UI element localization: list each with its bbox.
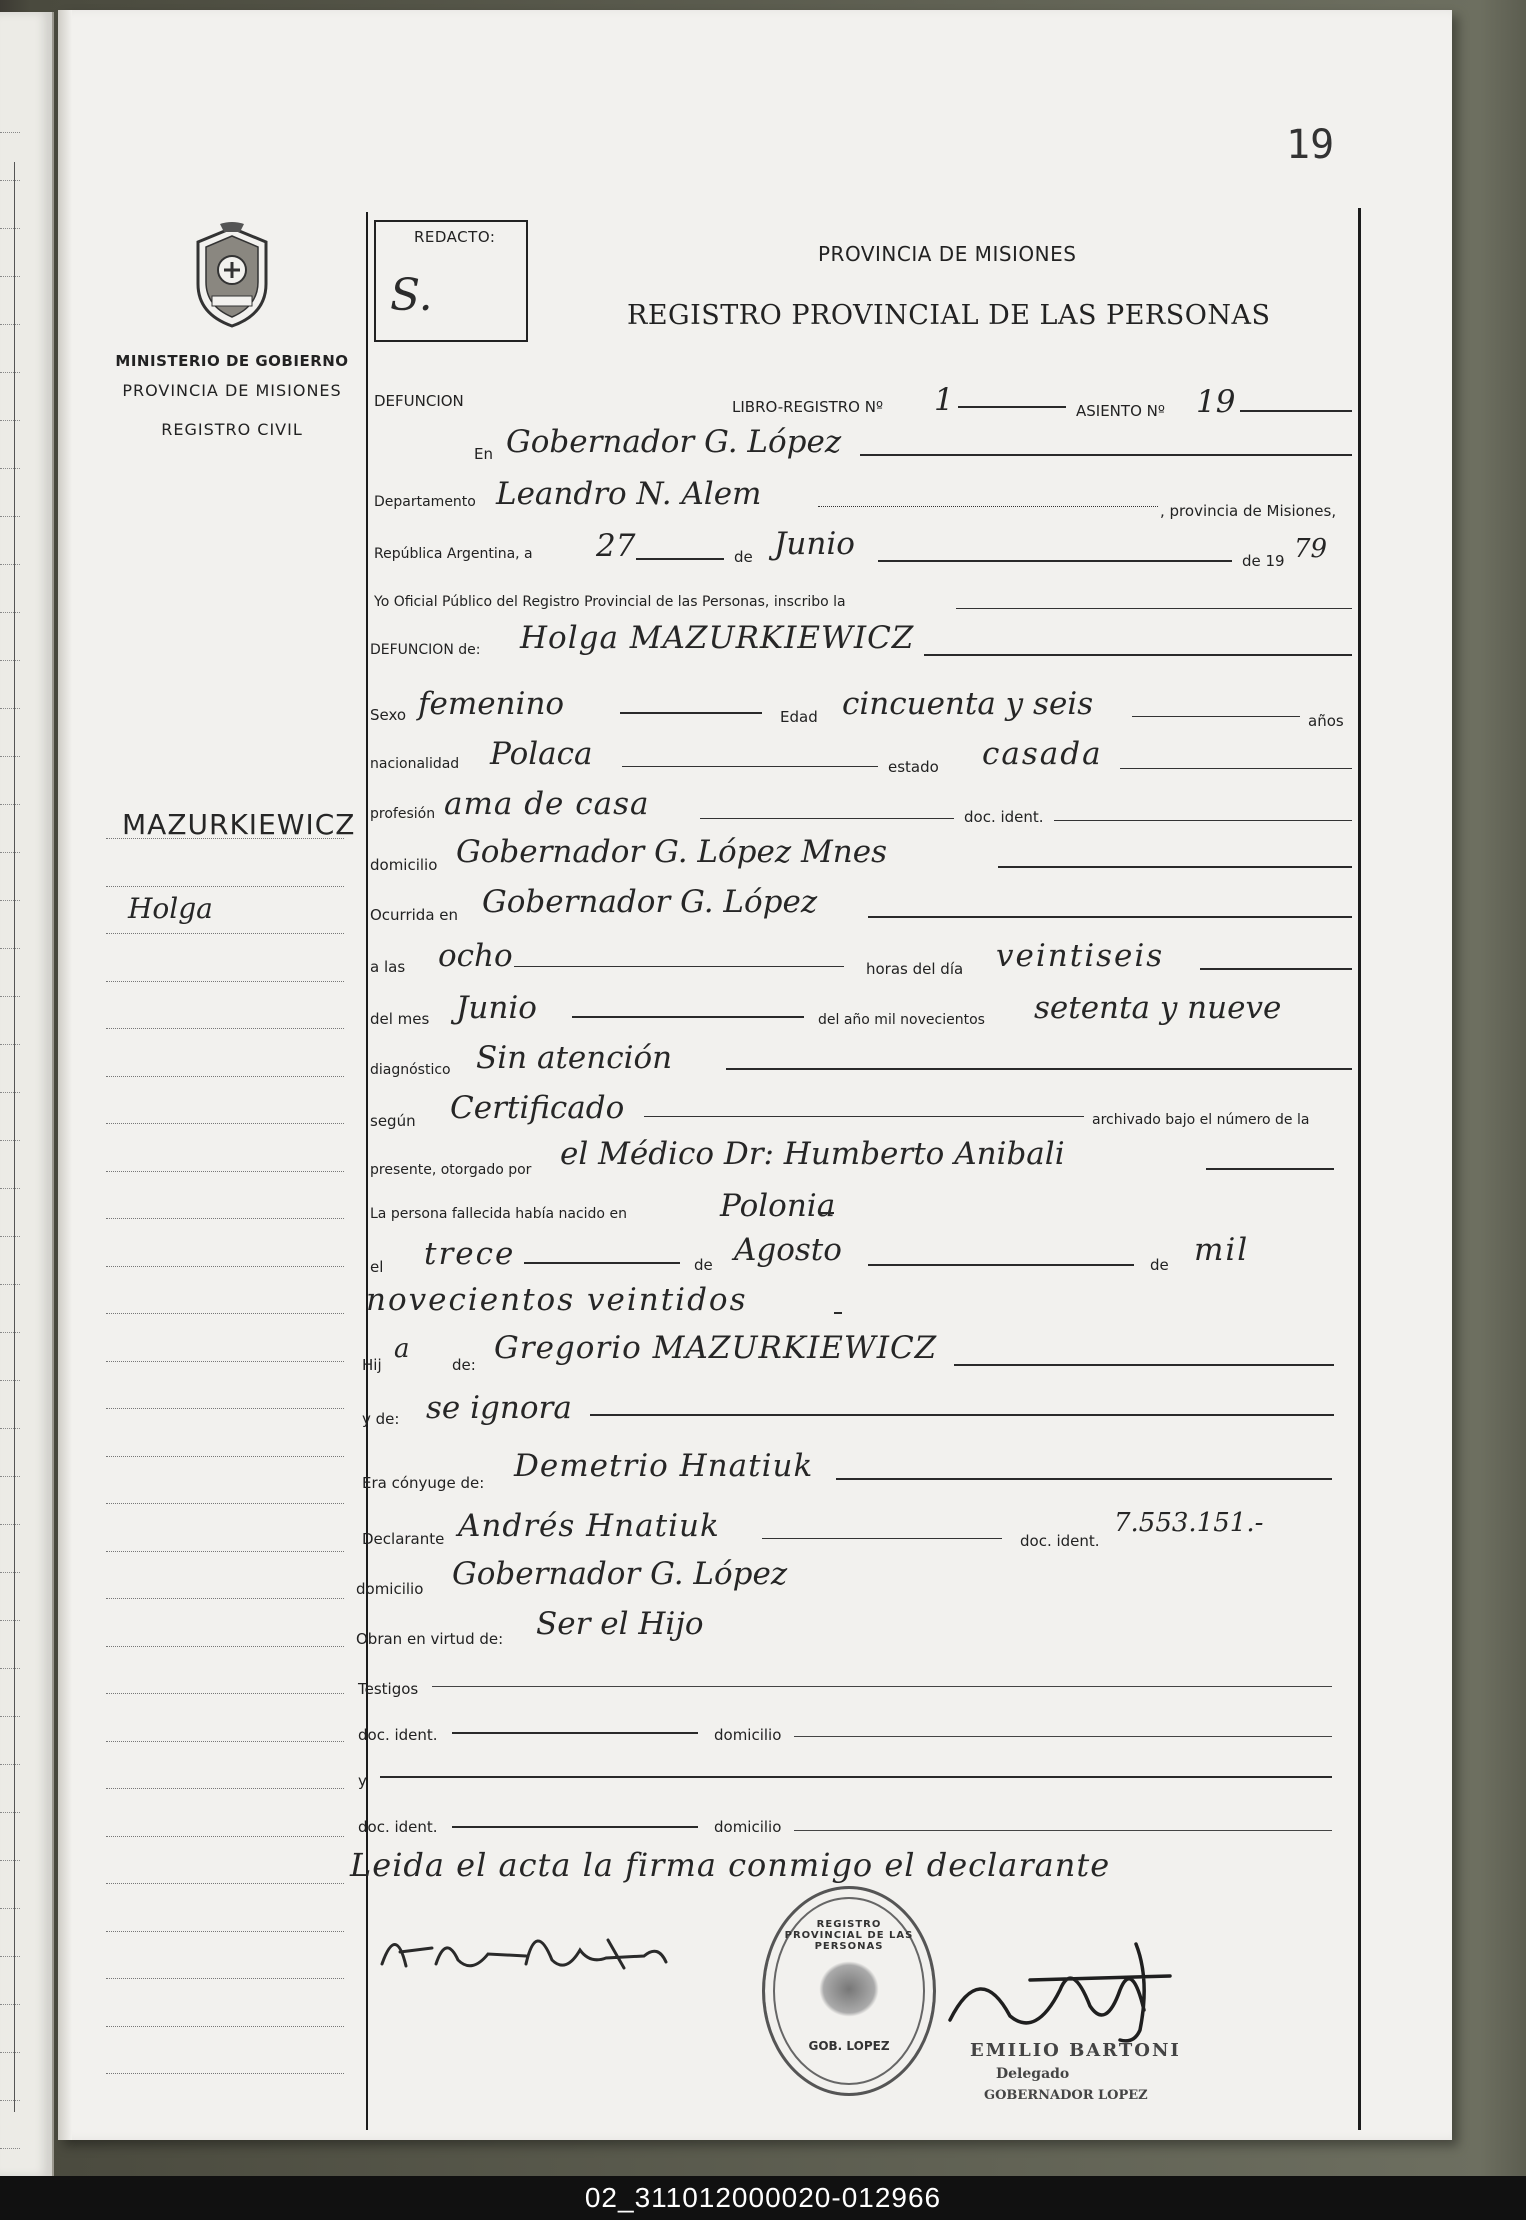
t2-dom-label: domicilio (714, 1818, 782, 1836)
margin-rule-line (106, 2073, 344, 2074)
registry-seal (762, 1886, 936, 2096)
domicilio-label: domicilio (370, 856, 438, 874)
margin-rule-line (106, 886, 344, 887)
province-heading: PROVINCIA DE MISIONES (122, 381, 342, 400)
obran-value: Ser el Hijo (536, 1606, 704, 1642)
margin-rule-line (106, 1741, 344, 1742)
margin-rule-line (106, 1646, 344, 1647)
nac-dia-value: trece (424, 1236, 516, 1272)
image-caption: 02_311012000020-012966 (0, 2176, 1526, 2220)
del-ano-label: del año mil novecientos (818, 1012, 985, 1028)
nacionalidad-label: nacionalidad (370, 756, 460, 772)
seal-bottom-text: GOB. LOPEZ (808, 2039, 890, 2053)
margin-rule-line (106, 1503, 344, 1504)
margin-rule-line (106, 1361, 344, 1362)
asiento-value: 19 (1196, 384, 1236, 420)
declarante-value: Andrés Hnatiuk (458, 1508, 720, 1544)
segun-value: Certificado (450, 1090, 625, 1126)
margin-rule-line (106, 1788, 344, 1789)
de-year-label: de 19 (1242, 552, 1285, 570)
margin-rule-line (106, 1408, 344, 1409)
declarante-signature (376, 1904, 696, 1994)
declarante-doc-label: doc. ident. (1020, 1532, 1100, 1550)
estado-value: casada (982, 736, 1103, 772)
margin-rule-line (106, 1266, 344, 1267)
margin-rule-line (106, 1978, 344, 1979)
record-type-label: DEFUNCION (374, 392, 464, 410)
margin-rule-line (106, 1551, 344, 1552)
nacido-label: La persona fallecida había nacido en (370, 1206, 627, 1222)
presente-value: el Médico Dr: Humberto Anibali (560, 1136, 1065, 1172)
edad-label: Edad (780, 708, 818, 726)
padre-value: Gregorio MAZURKIEWICZ (494, 1330, 938, 1366)
sexo-value: femenino (418, 686, 565, 722)
registry-title: REGISTRO PROVINCIAL DE LAS PERSONAS (627, 300, 1271, 331)
seal-emblem-icon (819, 1961, 879, 2017)
hij-suffix: a (394, 1334, 410, 1364)
de-label-3: de (1150, 1256, 1169, 1274)
nac-mil-value: mil (1194, 1232, 1250, 1268)
official-stamp-role: Delegado (996, 2066, 1070, 2082)
departamento-value: Leandro N. Alem (496, 476, 762, 512)
margin-rule-line (106, 1171, 344, 1172)
facing-page-edge (0, 12, 54, 2177)
ano-value: setenta y nueve (1034, 990, 1282, 1026)
profesion-label: profesión (370, 806, 436, 822)
dia-value: veintiseis (996, 938, 1165, 974)
hij-label: Hij (362, 1356, 382, 1374)
nacido-value: Polonia (720, 1188, 836, 1224)
diagnostico-value: Sin atención (476, 1040, 673, 1076)
nac-ano-value: novecientos veintidos (366, 1282, 748, 1318)
estado-label: estado (888, 758, 939, 776)
horas-label: horas del día (866, 960, 964, 978)
month-value: Junio (774, 526, 855, 562)
en-value: Gobernador G. López (506, 424, 842, 460)
margin-rule-line (106, 1076, 344, 1077)
republica-label: República Argentina, a (374, 546, 533, 562)
a-las-label: a las (370, 958, 406, 976)
de-label: de (734, 548, 753, 566)
declarante-dom-label: domicilio (356, 1580, 424, 1598)
provincia-suffix: , provincia de Misiones, (1160, 502, 1337, 520)
margin-rule-line (106, 1123, 344, 1124)
margin-rule-line (106, 1028, 344, 1029)
redacto-label: REDACTO: (414, 228, 496, 246)
mes-value: Junio (456, 990, 537, 1026)
edad-value: cincuenta y seis (842, 686, 1094, 722)
official-stamp-place: GOBERNADOR LOPEZ (984, 2088, 1148, 2103)
page-number: 19 (1286, 122, 1335, 168)
ministry-heading: MINISTERIO DE GOBIERNO (115, 352, 349, 370)
nac-mes-value: Agosto (734, 1232, 842, 1268)
sexo-label: Sexo (370, 706, 407, 724)
closing-text: Leida el acta la firma conmigo el declarante (350, 1846, 1111, 1884)
domicilio-value: Gobernador G. López Mnes (456, 834, 888, 870)
presente-label: presente, otorgado por (370, 1162, 532, 1178)
yo-oficial-text: Yo Oficial Público del Registro Provincial de las Personas, inscribo la (374, 594, 846, 610)
ocurrida-value: Gobernador G. López (482, 884, 818, 920)
year-value: 79 (1294, 534, 1328, 564)
t1-doc-label: doc. ident. (358, 1726, 438, 1744)
conyuge-value: Demetrio Hnatiuk (514, 1448, 814, 1484)
archivado-label: archivado bajo el número de la (1092, 1112, 1310, 1128)
margin-rule-line (106, 1883, 344, 1884)
segun-label: según (370, 1112, 416, 1130)
el-label: el (370, 1258, 384, 1276)
margin-rule-line (106, 1693, 344, 1694)
anos-label: años (1308, 712, 1344, 730)
conyuge-label: Era cónyuge de: (362, 1474, 485, 1492)
doc-ident-label: doc. ident. (964, 808, 1044, 826)
madre-value: se ignora (426, 1390, 572, 1426)
libro-value: 1 (934, 382, 954, 418)
y-label: y (358, 1772, 367, 1790)
declarante-dom-value: Gobernador G. López (452, 1556, 788, 1592)
de-label-2: de (694, 1256, 713, 1274)
en-label: En (474, 445, 493, 463)
margin-rule-line (106, 1598, 344, 1599)
testigos-label: Testigos (358, 1680, 419, 1698)
seal-text: REGISTRO PROVINCIAL DE LAS PERSONAS (784, 1919, 914, 1952)
obran-label: Obran en virtud de: (356, 1630, 504, 1648)
t2-doc-label: doc. ident. (358, 1818, 438, 1836)
day-value: 27 (596, 528, 636, 564)
margin-rule-line (106, 933, 344, 934)
asiento-label: ASIENTO Nº (1076, 402, 1165, 420)
margin-rule-line (106, 1836, 344, 1837)
declarante-doc-value: 7.553.151.- (1114, 1508, 1264, 1538)
libro-label: LIBRO-REGISTRO Nº (732, 398, 884, 416)
redacto-signature: S. (390, 270, 433, 321)
t1-dom-label: domicilio (714, 1726, 782, 1744)
margin-given-name: Holga (128, 892, 213, 925)
margin-rule-line (106, 2026, 344, 2027)
y-de-label: y de: (362, 1410, 400, 1428)
declarante-label: Declarante (362, 1530, 445, 1548)
margin-rule-line (106, 1456, 344, 1457)
margin-rule-line (106, 981, 344, 982)
a-las-value: ocho (438, 938, 513, 974)
nacionalidad-value: Polaca (490, 736, 593, 772)
ocurrida-label: Ocurrida en (370, 906, 459, 924)
defuncion-de-value: Holga MAZURKIEWICZ (520, 620, 915, 656)
defuncion-de-label: DEFUNCION de: (370, 642, 481, 658)
profesion-value: ama de casa (444, 786, 650, 822)
civil-registry-heading: REGISTRO CIVIL (161, 420, 303, 439)
diagnostico-label: diagnóstico (370, 1062, 451, 1078)
margin-surname: MAZURKIEWICZ (122, 808, 356, 841)
margin-rule-line (106, 1931, 344, 1932)
coat-of-arms-icon (184, 222, 280, 330)
official-signature (940, 1920, 1200, 2050)
margin-rule-line (106, 1313, 344, 1314)
province-title: PROVINCIA DE MISIONES (818, 242, 1077, 266)
hij-de-label: de: (452, 1356, 476, 1374)
margin-rule-line (106, 1218, 344, 1219)
del-mes-label: del mes (370, 1010, 430, 1028)
departamento-label: Departamento (374, 494, 476, 510)
official-stamp-name: EMILIO BARTONI (970, 2040, 1181, 2061)
